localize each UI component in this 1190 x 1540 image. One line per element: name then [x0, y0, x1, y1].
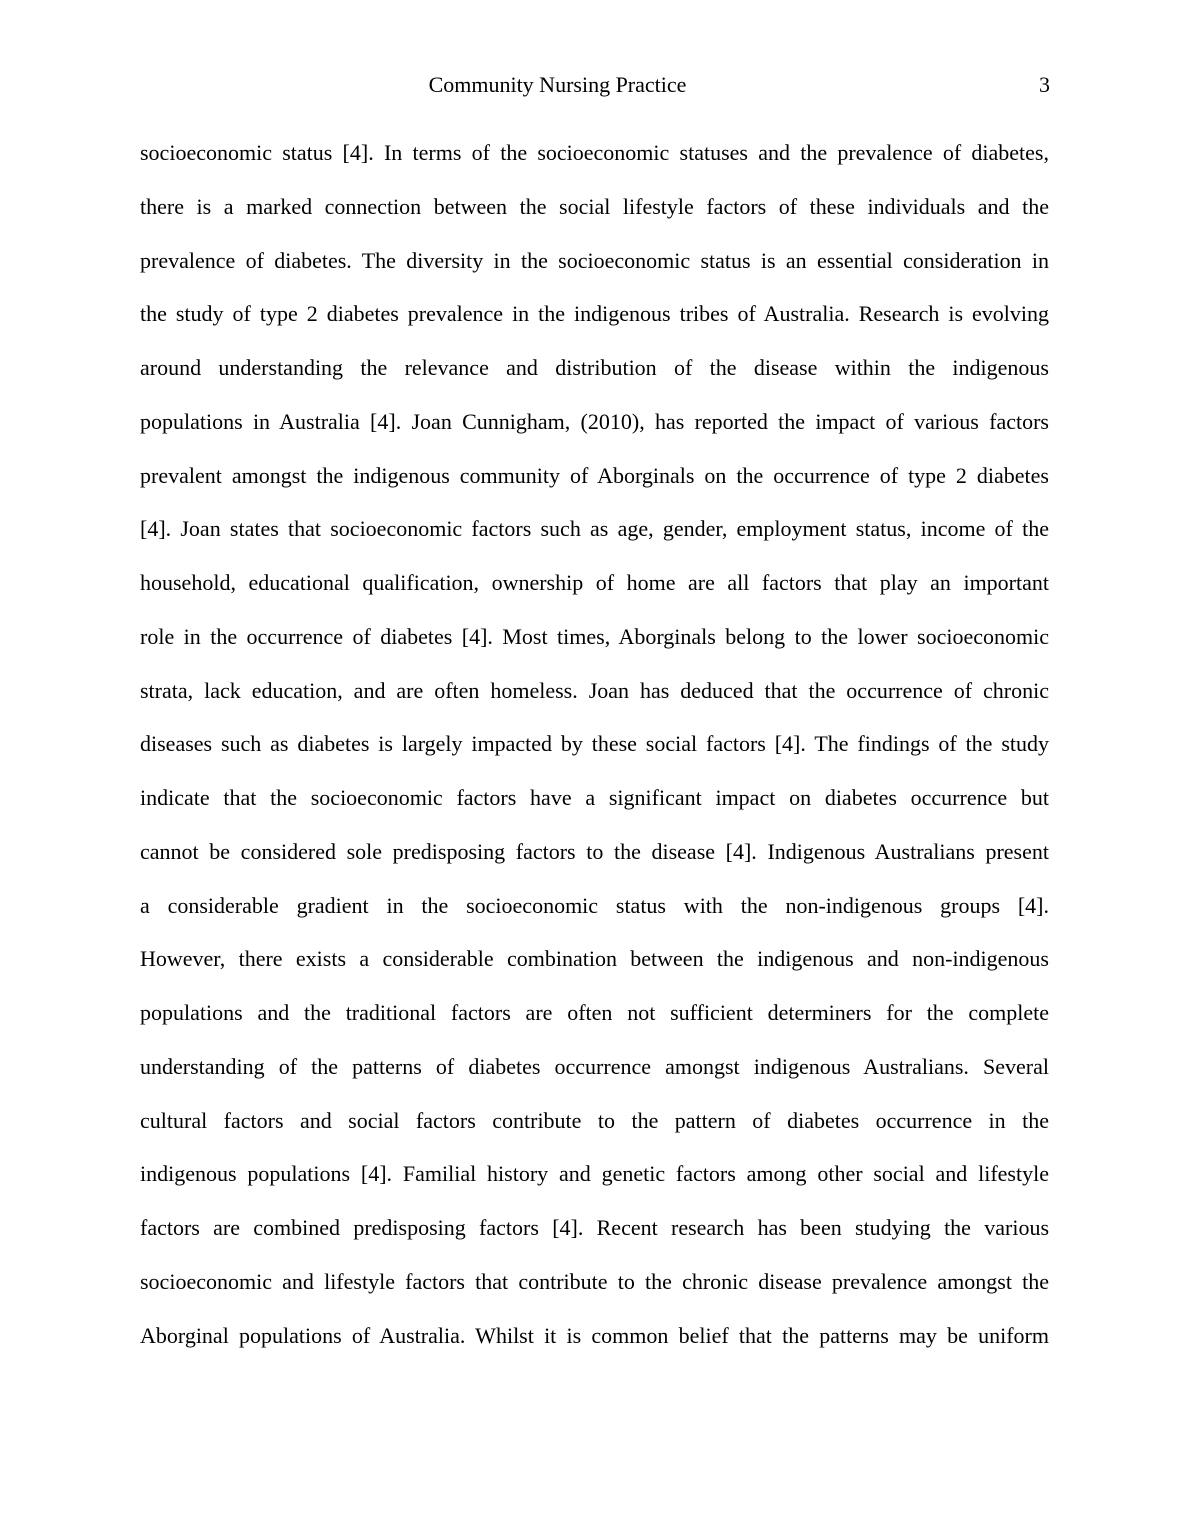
text-line: factors are combined predisposing factors [4]. Recent research has been studying the various — [140, 1215, 1049, 1240]
text-line: However, there exists a considerable combination between the indigenous and non-indigenous — [140, 946, 1049, 972]
text-line: role in the occurrence of diabetes [4]. Most times, Aborginals belong to the lower socioeconomic — [140, 623, 1049, 649]
text-line: prevalent amongst the indigenous community of Aborginals on the occurrence of type 2 diabetes — [140, 462, 1049, 488]
text-line: diseases such as diabetes is largely impacted by these social factors [4]. The findings of the study — [140, 731, 1049, 757]
text-line: prevalence of diabetes. The diversity in the socioeconomic status is an essential consideration in — [140, 247, 1049, 273]
running-title: Community Nursing Practice — [428, 72, 687, 97]
text-line: the study of type 2 diabetes prevalence in the indigenous tribes of Australia. Research is evolving — [140, 301, 1049, 327]
text-line: cultural factors and social factors contribute to the pattern of diabetes occurrence in the — [140, 1107, 1049, 1133]
text-line: strata, lack education, and are often homeless. Joan has deduced that the occurrence of chronic — [140, 677, 1049, 703]
text-line: household, educational qualification, ownership of home are all factors that play an important — [140, 570, 1049, 595]
text-line: a considerable gradient in the socioeconomic status with the non-indigenous groups [4]. — [140, 892, 1049, 918]
text-line: socioeconomic and lifestyle factors that contribute to the chronic disease prevalence amongst the — [140, 1268, 1049, 1294]
body-paragraph — [140, 126, 1049, 1362]
text-line: indicate that the socioeconomic factors have a significant impact on diabetes occurrence but — [140, 785, 1049, 810]
text-line: populations and the traditional factors are often not sufficient determiners for the complete — [140, 1000, 1049, 1025]
text-line: Aborginal populations of Australia. Whilst it is common belief that the patterns may be uniform — [140, 1322, 1049, 1348]
text-line: understanding of the patterns of diabetes occurrence amongst indigenous Australians. Several — [140, 1053, 1049, 1079]
text-line: cannot be considered sole predisposing factors to the disease [4]. Indigenous Australians present — [140, 838, 1049, 864]
text-line: there is a marked connection between the social lifestyle factors of these individuals and the — [140, 193, 1049, 219]
text-line: around understanding the relevance and distribution of the disease within the indigenous — [140, 355, 1049, 380]
text-line: populations in Australia [4]. Joan Cunnigham, (2010), has reported the impact of various factors — [140, 408, 1049, 434]
page-number: 3 — [1039, 72, 1050, 97]
text-line: [4]. Joan states that socioeconomic factors such as age, gender, employment status, income of the — [140, 516, 1049, 542]
text-line: socioeconomic status [4]. In terms of the socioeconomic statuses and the prevalence of diabetes, — [140, 140, 1049, 165]
text-line: indigenous populations [4]. Familial history and genetic factors among other social and lifestyle — [140, 1161, 1049, 1187]
running-head — [140, 70, 1050, 100]
